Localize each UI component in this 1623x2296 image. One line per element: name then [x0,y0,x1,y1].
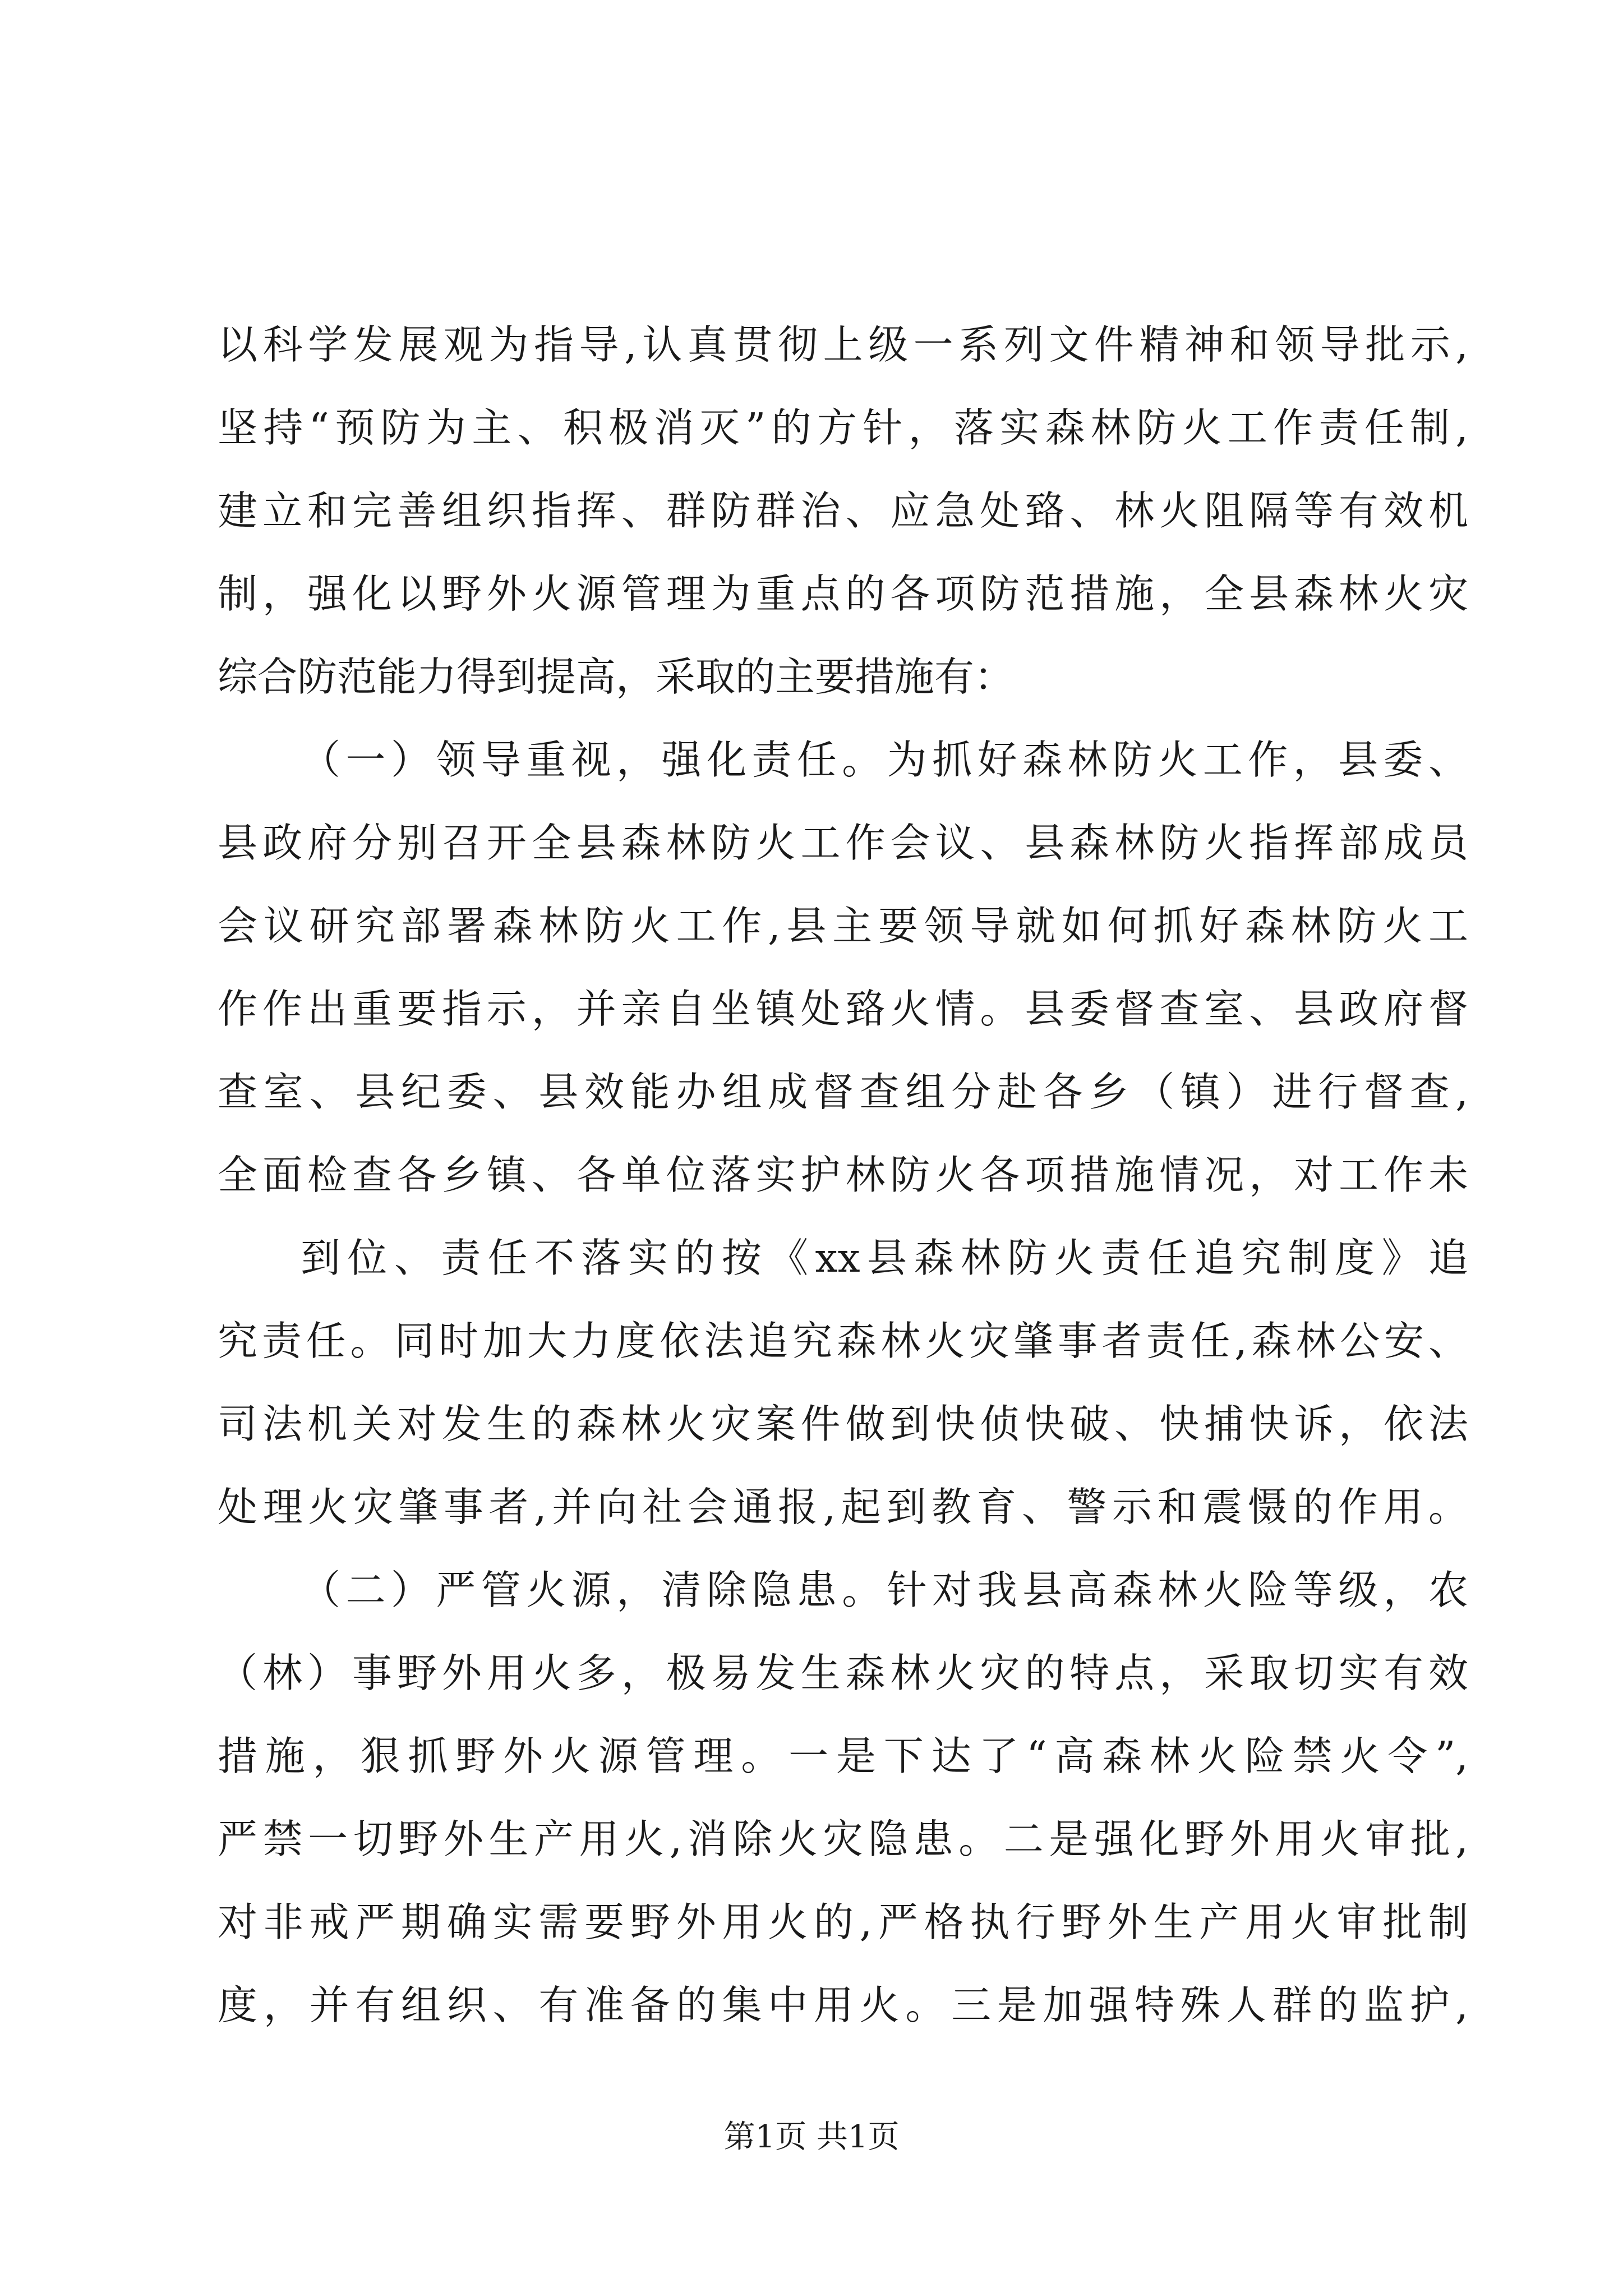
text-line-8: 会议研究部署森林防火工作,县主要领导就如何抓好森林防火工 [218,903,1468,949]
text-line-3: 建立和完善组织指挥、群防群治、应急处臵、林火阻隔等有效机 [218,487,1468,534]
text-line-15: 处理火灾肇事者,并向社会通报,起到教育、警示和震慑的作用。 [218,1484,1468,1530]
section-2-first-line: （二）严管火源，清除隐患。针对我县高森林火险等级，农 [301,1567,1468,1613]
text-line-9: 作作出重要指示，并亲自坐镇处臵火情。县委督查室、县政府督 [218,986,1468,1032]
text-line-5: 综合防范能力得到提高，采取的主要措施有： [218,654,1015,700]
text-line-10: 查室、县纪委、县效能办组成督查组分赴各乡（镇）进行督查, [218,1069,1468,1115]
page-footer: 第1页 共1页 [723,2119,900,2155]
text-line-7: 县政府分别召开全县森林防火工作会议、县森林防火指挥部成员 [218,820,1468,866]
text-line-17: （林）事野外用火多，极易发生森林火灾的特点，采取切实有效 [218,1650,1468,1696]
text-line-20: 对非戒严期确实需要野外用火的,严格执行野外生产用火审批制 [218,1899,1468,1945]
text-line-4: 制，强化以野外火源管理为重点的各项防范措施，全县森林火灾 [218,570,1468,617]
text-line-14: 司法机关对发生的森林火灾案件做到快侦快破、快捕快诉，依法 [218,1401,1468,1447]
text-line-18: 措施，狠抓野外火源管理。一是下达了“高森林火险禁火令”, [218,1733,1468,1779]
text-line-19: 严禁一切野外生产用火,消除火灾隐患。二是强化野外用火审批, [218,1816,1468,1862]
section-1-first-line: （一）领导重视，强化责任。为抓好森林防火工作，县委、 [301,737,1468,783]
text-line-13: 究责任。同时加大力度依法追究森林火灾肇事者责任,森林公安、 [218,1318,1468,1364]
text-line-2: 坚持“预防为主、积极消灭”的方针，落实森林防火工作责任制, [218,404,1468,451]
text-line-11: 全面检查各乡镇、各单位落实护林防火各项措施情况，对工作未 [218,1152,1468,1198]
text-line-21: 度，并有组织、有准备的集中用火。三是加强特殊人群的监护, [218,1982,1468,2028]
text-line-1: 以科学发展观为指导,认真贯彻上级一系列文件精神和领导批示, [218,321,1468,368]
text-line-12: 到位、责任不落实的按《xx县森林防火责任追究制度》追 [301,1235,1468,1281]
